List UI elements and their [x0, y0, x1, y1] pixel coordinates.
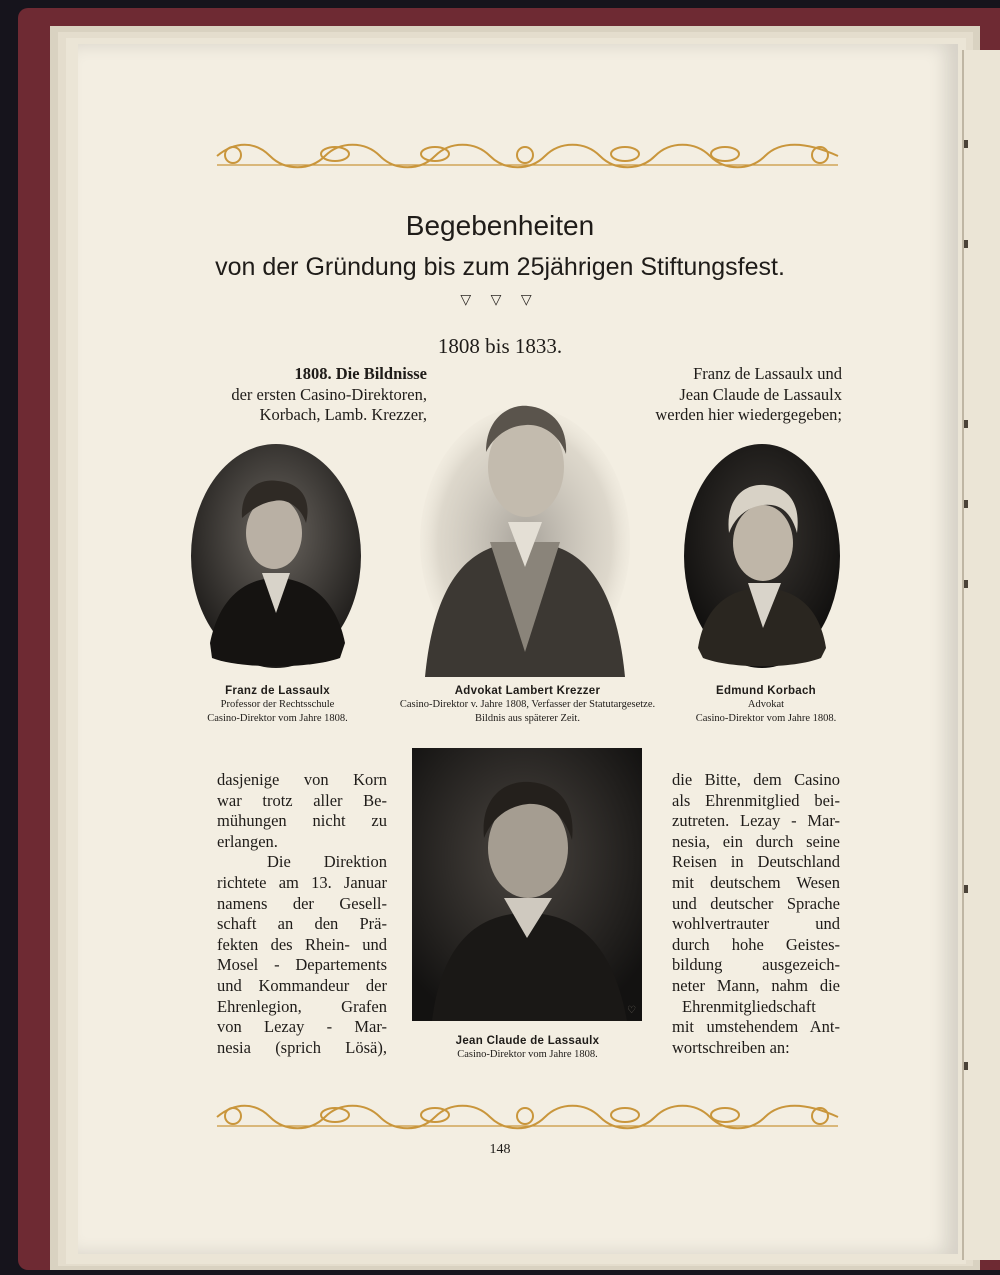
text-line: nesia (sprich Lösä),	[217, 1037, 387, 1057]
caption-name: Edmund Korbach	[715, 685, 817, 697]
page-mark	[964, 1062, 968, 1070]
intro-right-line: Franz de Lassaulx und	[693, 364, 842, 383]
caption-line: Advokat	[747, 699, 785, 710]
page-mark	[964, 885, 968, 893]
caption-franz-de-lassaulx	[185, 684, 370, 726]
text-line: richtete am 13. Januar	[217, 872, 387, 892]
text-line: Die Direktion	[267, 852, 387, 872]
caption-line: Casino-Direktor vom Jahre 1808.	[457, 1049, 598, 1060]
text-line: die Bitte, dem Casino	[672, 770, 840, 789]
svg-text:♡: ♡	[627, 1005, 636, 1016]
text-line: zutreten. Lezay - Mar-	[672, 811, 840, 831]
caption-name: Franz de Lassaulx	[225, 685, 330, 697]
text-line: bildung ausgezeich-	[672, 955, 840, 975]
caption-name: Jean Claude de Lassaulx	[455, 1035, 600, 1047]
text-line: schaft an den Prä-	[217, 914, 387, 934]
text-line: Ehrenlegion, Grafen	[217, 996, 387, 1016]
text-line: Reisen in Deutschland	[672, 852, 840, 872]
caption-jean-claude-de-lassaulx	[420, 1034, 635, 1062]
text-line: als Ehrenmitglied bei-	[672, 790, 840, 810]
page-mark	[964, 500, 968, 508]
page-mark	[964, 580, 968, 588]
portrait-edmund-korbach	[683, 443, 841, 669]
intro-left-line: 1808. Die Bildnisse	[294, 364, 427, 383]
page-mark	[964, 420, 968, 428]
caption-line: Bildnis aus späterer Zeit.	[475, 713, 580, 724]
text-line: mit umstehendem Ant-	[672, 1017, 840, 1037]
text-line: und Kommandeur der	[217, 975, 387, 995]
intro-left-line: der ersten Casino-Direktoren,	[231, 384, 427, 404]
page-subtitle: von der Gründung bis zum 25jährigen Stiftungsfest.	[215, 253, 785, 281]
caption-name: Advokat Lambert Krezzer	[454, 685, 601, 697]
top-ornament-border	[215, 141, 840, 171]
page-mark	[964, 140, 968, 148]
intro-left-line: Korbach, Lamb. Krezzer,	[259, 405, 427, 425]
bottom-ornament-border	[215, 1102, 840, 1132]
triangle-ornament: ▽ ▽ ▽	[460, 293, 540, 308]
text-line: Mosel - Departements	[217, 955, 387, 975]
body-left-column	[217, 770, 387, 1058]
intro-right-text	[630, 364, 842, 426]
period-heading: 1808 bis 1833.	[437, 334, 563, 358]
text-line: fekten des Rhein- und	[217, 934, 387, 954]
text-line: namens der Gesell-	[217, 893, 387, 913]
caption-lambert-krezzer	[370, 684, 685, 726]
text-line: neter Mann, nahm die	[672, 975, 840, 995]
caption-line: Casino-Direktor v. Jahre 1808, Verfasser der Statutargesetze.	[399, 699, 656, 710]
text-line: nesia, ein durch seine	[672, 831, 840, 851]
text-line: wohlvertrauter und	[672, 914, 840, 934]
text-line: mit deutschem Wesen	[672, 872, 840, 892]
page-title: Begebenheiten	[405, 210, 595, 241]
intro-left-text	[215, 364, 427, 426]
text-line: durch hohe Geistes-	[672, 934, 840, 954]
portrait-lambert-krezzer	[420, 392, 630, 677]
body-right-column	[672, 770, 840, 1058]
caption-line: Casino-Direktor vom Jahre 1808.	[207, 713, 348, 724]
intro-right-line: Jean Claude de Lassaulx	[679, 384, 842, 404]
text-line: von Lezay - Mar-	[217, 1017, 387, 1037]
portrait-jean-claude-de-lassaulx	[412, 748, 642, 1021]
text-line: erlangen.	[217, 831, 278, 851]
page-number: 148	[489, 1142, 511, 1157]
intro-right-line: werden hier wiedergegeben;	[655, 405, 842, 425]
caption-line: Casino-Direktor vom Jahre 1808.	[695, 713, 837, 724]
text-line: mühungen nicht zu	[217, 811, 387, 831]
caption-edmund-korbach	[680, 684, 852, 726]
text-line: war trotz aller Be-	[217, 790, 387, 810]
text-line: wortschreiben an:	[672, 1037, 790, 1057]
text-line: Ehrenmitgliedschaft	[682, 996, 816, 1016]
text-line: und deutscher Sprache	[672, 893, 840, 913]
portrait-franz-de-lassaulx	[190, 443, 362, 669]
caption-line: Professor der Rechtsschule	[220, 699, 335, 710]
text-line: dasjenige von Korn	[217, 770, 387, 789]
